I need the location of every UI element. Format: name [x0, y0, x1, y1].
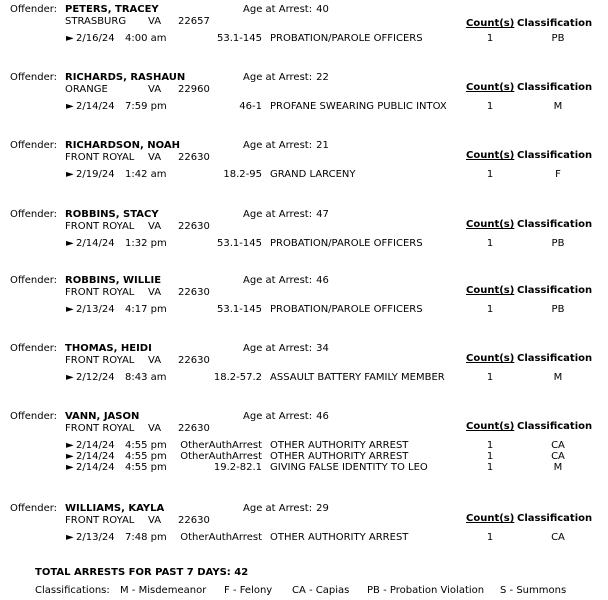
charge-date: 2/14/24: [76, 101, 115, 112]
offender-label: Offender:: [10, 209, 58, 220]
charge-count: 1: [486, 101, 494, 112]
offender-state: VA: [148, 515, 162, 526]
offender-state: VA: [148, 355, 162, 366]
offender-name: RICHARDS, RASHAUN: [65, 72, 186, 83]
charge-statute: 53.1-145: [217, 238, 262, 249]
age-at-arrest: [243, 140, 329, 152]
age-label: Age at Arrest:: [243, 72, 313, 83]
age-label: Age at Arrest:: [243, 4, 313, 15]
classification-header: Classification: [517, 421, 593, 432]
age-value: 22: [316, 72, 329, 83]
offender-label: Offender:: [10, 503, 58, 514]
row-arrow-icon: ►: [66, 372, 74, 383]
offender-label: Offender:: [10, 72, 58, 83]
total-arrests: [35, 567, 248, 579]
offender-zip: 22630: [178, 152, 210, 163]
charge-classification: CA: [551, 440, 565, 451]
charge-row: [0, 169, 608, 181]
age-value: 29: [316, 503, 329, 514]
classification-header: Classification: [517, 150, 593, 161]
offender-zip: 22630: [178, 423, 210, 434]
age-label: Age at Arrest:: [243, 209, 313, 220]
classification-header: Classification: [517, 285, 593, 296]
charge-count: 1: [486, 451, 494, 462]
charge-time: 7:59 pm: [125, 101, 167, 112]
age-label: Age at Arrest:: [243, 503, 313, 514]
charge-date: 2/14/24: [76, 440, 115, 451]
charge-row: [0, 372, 608, 384]
count-header: Count(s): [466, 285, 515, 296]
offender-city: ORANGE: [65, 84, 108, 95]
charge-description: PROFANE SWEARING PUBLIC INTOX: [270, 101, 447, 112]
classification-header: Classification: [517, 513, 593, 524]
age-at-arrest: [243, 343, 329, 355]
charge-description: PROBATION/PAROLE OFFICERS: [270, 304, 423, 315]
count-header: Count(s): [466, 219, 515, 230]
age-value: 21: [316, 140, 329, 151]
charge-statute: 18.2-95: [223, 169, 262, 180]
count-header: Count(s): [466, 82, 515, 93]
classification-header: Classification: [517, 18, 593, 29]
age-label: Age at Arrest:: [243, 275, 313, 286]
total-label: TOTAL ARRESTS FOR PAST 7 DAYS:: [35, 567, 231, 578]
charge-classification: M: [553, 462, 563, 473]
charge-classification: M: [553, 372, 563, 383]
charge-classification: F: [555, 169, 561, 180]
charge-time: 8:43 am: [125, 372, 167, 383]
row-arrow-icon: ►: [66, 451, 74, 462]
charge-classification: PB: [551, 238, 565, 249]
offender-city: FRONT ROYAL: [65, 355, 135, 366]
age-at-arrest: [243, 4, 329, 16]
legend-item: M - Misdemeanor: [120, 585, 207, 596]
age-value: 40: [316, 4, 329, 15]
age-at-arrest: [243, 209, 329, 221]
charge-statute: 18.2-57.2: [213, 372, 262, 383]
offender-state: VA: [148, 16, 162, 27]
charge-row: [0, 532, 608, 544]
charge-time: 4:17 pm: [125, 304, 167, 315]
offender-label: Offender:: [10, 140, 58, 151]
charge-count: 1: [486, 372, 494, 383]
charge-count: 1: [486, 238, 494, 249]
charge-date: 2/16/24: [76, 33, 115, 44]
offender-state: VA: [148, 221, 162, 232]
offender-state: VA: [148, 423, 162, 434]
count-header: Count(s): [466, 18, 515, 29]
legend-item: CA - Capias: [292, 585, 350, 596]
offender-zip: 22630: [178, 355, 210, 366]
charge-statute: OtherAuthArrest: [180, 532, 262, 543]
legend-item: S - Summons: [500, 585, 567, 596]
classification-header: Classification: [517, 219, 593, 230]
offender-label: Offender:: [10, 343, 58, 354]
age-value: 46: [316, 275, 329, 286]
charge-statute: 19.2-82.1: [213, 462, 262, 473]
charge-classification: M: [553, 101, 563, 112]
charge-description: ASSAULT BATTERY FAMILY MEMBER: [270, 372, 445, 383]
row-arrow-icon: ►: [66, 440, 74, 451]
age-label: Age at Arrest:: [243, 343, 313, 354]
charge-date: 2/14/24: [76, 451, 115, 462]
count-header: Count(s): [466, 353, 515, 364]
row-arrow-icon: ►: [66, 101, 74, 112]
total-value: 42: [234, 567, 249, 578]
charge-date: 2/13/24: [76, 532, 115, 543]
offender-zip: 22960: [178, 84, 210, 95]
charge-count: 1: [486, 33, 494, 44]
offender-name: RICHARDSON, NOAH: [65, 140, 180, 151]
charge-statute: OtherAuthArrest: [180, 451, 262, 462]
offender-name: VANN, JASON: [65, 411, 140, 422]
age-at-arrest: [243, 275, 329, 287]
charge-classification: CA: [551, 451, 565, 462]
offender-zip: 22657: [178, 16, 210, 27]
offender-state: VA: [148, 84, 162, 95]
offender-city: FRONT ROYAL: [65, 515, 135, 526]
charge-time: 4:55 pm: [125, 462, 167, 473]
offender-label: Offender:: [10, 275, 58, 286]
charge-classification: PB: [551, 304, 565, 315]
offender-label: Offender:: [10, 4, 58, 15]
charge-row: [0, 33, 608, 45]
age-at-arrest: [243, 411, 329, 423]
offender-zip: 22630: [178, 287, 210, 298]
charge-date: 2/19/24: [76, 169, 115, 180]
offender-name: WILLIAMS, KAYLA: [65, 503, 165, 514]
offender-city: FRONT ROYAL: [65, 221, 135, 232]
offender-city: FRONT ROYAL: [65, 287, 135, 298]
offender-name: ROBBINS, WILLIE: [65, 275, 162, 286]
charge-description: GIVING FALSE IDENTITY TO LEO: [270, 462, 428, 473]
charge-count: 1: [486, 304, 494, 315]
classification-header: Classification: [517, 82, 593, 93]
charge-description: OTHER AUTHORITY ARREST: [270, 451, 409, 462]
offender-state: VA: [148, 287, 162, 298]
count-header: Count(s): [466, 421, 515, 432]
age-at-arrest: [243, 72, 329, 84]
age-value: 47: [316, 209, 329, 220]
charge-count: 1: [486, 462, 494, 473]
charge-statute: 53.1-145: [217, 304, 262, 315]
offender-city: FRONT ROYAL: [65, 152, 135, 163]
row-arrow-icon: ►: [66, 169, 74, 180]
offender-name: PETERS, TRACEY: [65, 4, 159, 15]
offender-label: Offender:: [10, 411, 58, 422]
charge-description: OTHER AUTHORITY ARREST: [270, 440, 409, 451]
charge-date: 2/13/24: [76, 304, 115, 315]
row-arrow-icon: ►: [66, 304, 74, 315]
row-arrow-icon: ►: [66, 238, 74, 249]
offender-state: VA: [148, 152, 162, 163]
charge-time: 1:32 pm: [125, 238, 167, 249]
charge-time: 4:55 pm: [125, 451, 167, 462]
count-header: Count(s): [466, 513, 515, 524]
age-value: 34: [316, 343, 329, 354]
charge-row: [0, 462, 608, 474]
offender-zip: 22630: [178, 515, 210, 526]
charge-description: PROBATION/PAROLE OFFICERS: [270, 33, 423, 44]
offender-city: STRASBURG: [65, 16, 127, 27]
charge-row: [0, 238, 608, 250]
legend-item: F - Felony: [224, 585, 273, 596]
offender-zip: 22630: [178, 221, 210, 232]
legend-title: Classifications:: [35, 585, 110, 596]
row-arrow-icon: ►: [66, 33, 74, 44]
charge-time: 4:55 pm: [125, 440, 167, 451]
offender-name: THOMAS, HEIDI: [65, 343, 152, 354]
charge-count: 1: [486, 532, 494, 543]
offender-city: FRONT ROYAL: [65, 423, 135, 434]
charge-description: OTHER AUTHORITY ARREST: [270, 532, 409, 543]
charge-count: 1: [486, 169, 494, 180]
row-arrow-icon: ►: [66, 462, 74, 473]
charge-row: [0, 101, 608, 113]
count-header: Count(s): [466, 150, 515, 161]
row-arrow-icon: ►: [66, 532, 74, 543]
charge-row: [0, 304, 608, 316]
charge-description: GRAND LARCENY: [270, 169, 356, 180]
charge-date: 2/14/24: [76, 238, 115, 249]
charge-time: 4:00 am: [125, 33, 167, 44]
charge-classification: PB: [551, 33, 565, 44]
charge-statute: 46-1: [239, 101, 262, 112]
charge-time: 7:48 pm: [125, 532, 167, 543]
charge-time: 1:42 am: [125, 169, 167, 180]
age-label: Age at Arrest:: [243, 140, 313, 151]
charge-statute: OtherAuthArrest: [180, 440, 262, 451]
classification-header: Classification: [517, 353, 593, 364]
offender-name: ROBBINS, STACY: [65, 209, 159, 220]
charge-description: PROBATION/PAROLE OFFICERS: [270, 238, 423, 249]
age-label: Age at Arrest:: [243, 411, 313, 422]
age-value: 46: [316, 411, 329, 422]
charge-classification: CA: [551, 532, 565, 543]
charge-statute: 53.1-145: [217, 33, 262, 44]
age-at-arrest: [243, 503, 329, 515]
charge-date: 2/14/24: [76, 462, 115, 473]
legend-item: PB - Probation Violation: [367, 585, 485, 596]
charge-date: 2/12/24: [76, 372, 115, 383]
charge-count: 1: [486, 440, 494, 451]
